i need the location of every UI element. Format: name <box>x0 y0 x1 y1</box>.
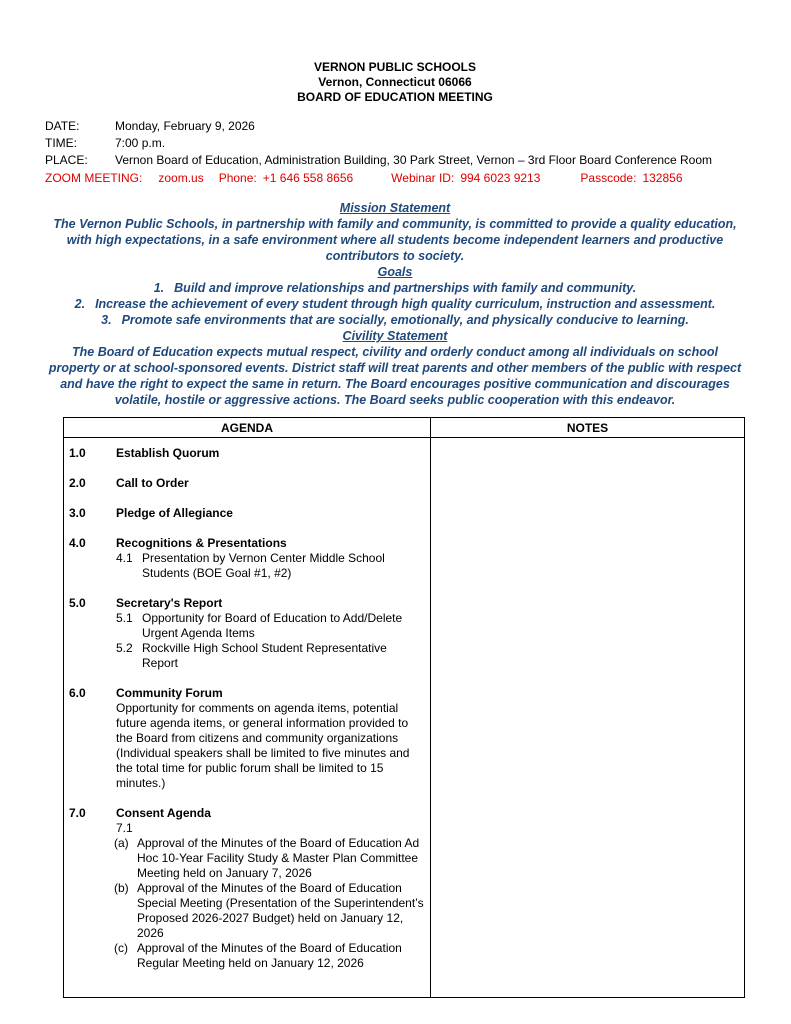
mission-statement-title: Mission Statement <box>339 201 451 215</box>
agenda-item-secretarys-report <box>69 596 424 671</box>
agenda-item-title: Community Forum <box>116 686 223 700</box>
agenda-column-header: AGENDA <box>64 418 431 438</box>
agenda-table <box>63 417 745 998</box>
place-row <box>45 152 745 169</box>
agenda-subitem-7-1b <box>114 881 424 941</box>
agenda-item-recognitions <box>69 536 424 581</box>
time-label: TIME: <box>45 136 77 150</box>
agenda-subitem-5-2 <box>116 641 424 671</box>
document-header <box>45 60 745 105</box>
goal-item-1 <box>45 280 745 296</box>
zoom-passcode-label: Passcode: <box>580 171 637 185</box>
org-name: VERNON PUBLIC SCHOOLS <box>313 60 476 74</box>
notes-column-header: NOTES <box>431 418 745 438</box>
goal-text: Increase the achievement of every student through high quality curriculum, instruction and assessment. <box>95 297 716 311</box>
agenda-item-title: Consent Agenda <box>116 806 211 820</box>
subitem-text <box>142 821 424 836</box>
agenda-item-number: 4.0 <box>69 536 86 550</box>
agenda-item-body: Opportunity for comments on agenda items, potential future agenda items, or general information provided to the Board from citizens and community organizations (Individual speakers shall be limited to five minutes and the total time for public forum shall be limited to 15 minutes.) <box>116 701 410 790</box>
org-location: Vernon, Connecticut 06066 <box>318 75 472 89</box>
date-row <box>45 118 745 135</box>
agenda-item-number: 5.0 <box>69 596 86 610</box>
subitem-label: 5.1 <box>116 611 133 625</box>
civility-statement-title: Civility Statement <box>342 329 448 343</box>
subitem-label: 7.1 <box>116 821 133 835</box>
subitem-label: (c) <box>114 941 128 955</box>
goals-title: Goals <box>377 265 413 279</box>
meeting-title: BOARD OF EDUCATION MEETING <box>297 90 493 104</box>
agenda-item-title: Secretary's Report <box>116 596 223 610</box>
agenda-subitem-5-1 <box>116 611 424 641</box>
goal-number: 3. <box>101 313 112 327</box>
subitem-text: Opportunity for Board of Education to Add/Delete Urgent Agenda Items <box>142 611 403 640</box>
mission-statement-text: The Vernon Public Schools, in partnership with family and community, is committed to provide a quality education, with high expectations, in a safe environment where all students become independent learners and productive contributors to society. <box>53 217 737 263</box>
zoom-webinar-id-label: Webinar ID: <box>391 171 455 185</box>
agenda-item-consent-agenda <box>69 806 424 971</box>
statements-section <box>45 200 745 408</box>
agenda-item-title: Recognitions & Presentations <box>116 536 287 550</box>
agenda-item-number: 6.0 <box>69 686 86 700</box>
subitem-text: Approval of the Minutes of the Board of Education Regular Meeting held on January 12, 2026 <box>137 941 402 970</box>
agenda-item-number: 3.0 <box>69 506 86 520</box>
subitem-label: 4.1 <box>116 551 133 565</box>
zoom-meeting-label: ZOOM MEETING: <box>45 171 143 185</box>
subitem-label: (b) <box>114 881 129 895</box>
agenda-item-call-to-order <box>69 476 424 491</box>
civility-statement-text: The Board of Education expects mutual respect, civility and orderly conduct among all individuals on school property or at school-sponsored events. District staff will treat parents and other members of the public with respect and have the right to expect the same in return. The Board encourages positive communication and discourages volatile, hostile or aggressive actions. The Board seeks public cooperation with this endeavor. <box>48 345 742 407</box>
time-row <box>45 135 745 152</box>
goal-number: 2. <box>74 297 86 311</box>
zoom-link[interactable]: zoom.us <box>158 171 204 185</box>
subitem-text: Approval of the Minutes of the Board of Education Ad Hoc 10-Year Facility Study & Master Plan Committee Meeting held on January 7, 2026 <box>137 836 420 880</box>
zoom-phone-label: Phone: <box>218 171 257 185</box>
agenda-item-number: 7.0 <box>69 806 86 820</box>
goal-item-2 <box>45 296 745 312</box>
agenda-item-number: 1.0 <box>69 446 86 460</box>
meeting-info <box>45 118 745 187</box>
zoom-webinar-id-value: 994 6023 9213 <box>460 171 541 185</box>
agenda-item-title: Pledge of Allegiance <box>116 506 233 520</box>
agenda-subitem-7-1a <box>114 836 424 881</box>
subitem-text: Approval of the Minutes of the Board of Education Special Meeting (Presentation of the Superintendent’s Proposed 2026-2027 Budget) held on January 12, 2026 <box>137 881 424 940</box>
agenda-item-pledge <box>69 506 424 521</box>
agenda-item-title: Call to Order <box>116 476 189 490</box>
agenda-item-title: Establish Quorum <box>116 446 220 460</box>
time-value: 7:00 p.m. <box>115 136 166 150</box>
zoom-passcode-value: 132856 <box>642 171 683 185</box>
goal-number: 1. <box>153 281 165 295</box>
date-value: Monday, February 9, 2026 <box>115 119 255 133</box>
goal-item-3 <box>45 312 745 328</box>
agenda-subitem-7-1 <box>116 821 424 836</box>
agenda-item-establish-quorum <box>69 446 424 461</box>
place-label: PLACE: <box>45 153 88 167</box>
agenda-content-cell <box>64 438 431 998</box>
notes-cell <box>431 438 745 998</box>
zoom-phone-number: +1 646 558 8656 <box>262 171 354 185</box>
date-label: DATE: <box>45 119 80 133</box>
subitem-text: Rockville High School Student Representative Report <box>142 641 387 670</box>
subitem-label: (a) <box>114 836 129 850</box>
agenda-subitem-7-1c <box>114 941 424 971</box>
zoom-meeting-row <box>45 170 745 187</box>
place-value: Vernon Board of Education, Administration Building, 30 Park Street, Vernon – 3rd Floor Board Conference Room <box>115 153 713 167</box>
agenda-item-community-forum <box>69 686 424 791</box>
subitem-text: Presentation by Vernon Center Middle School Students (BOE Goal #1, #2) <box>142 551 385 580</box>
goal-text: Promote safe environments that are socially, emotionally, and physically conducive to learning. <box>121 313 689 327</box>
subitem-label: 5.2 <box>116 641 133 655</box>
agenda-item-number: 2.0 <box>69 476 86 490</box>
goal-text: Build and improve relationships and partnerships with family and community. <box>174 281 637 295</box>
agenda-subitem-4-1 <box>116 551 424 581</box>
